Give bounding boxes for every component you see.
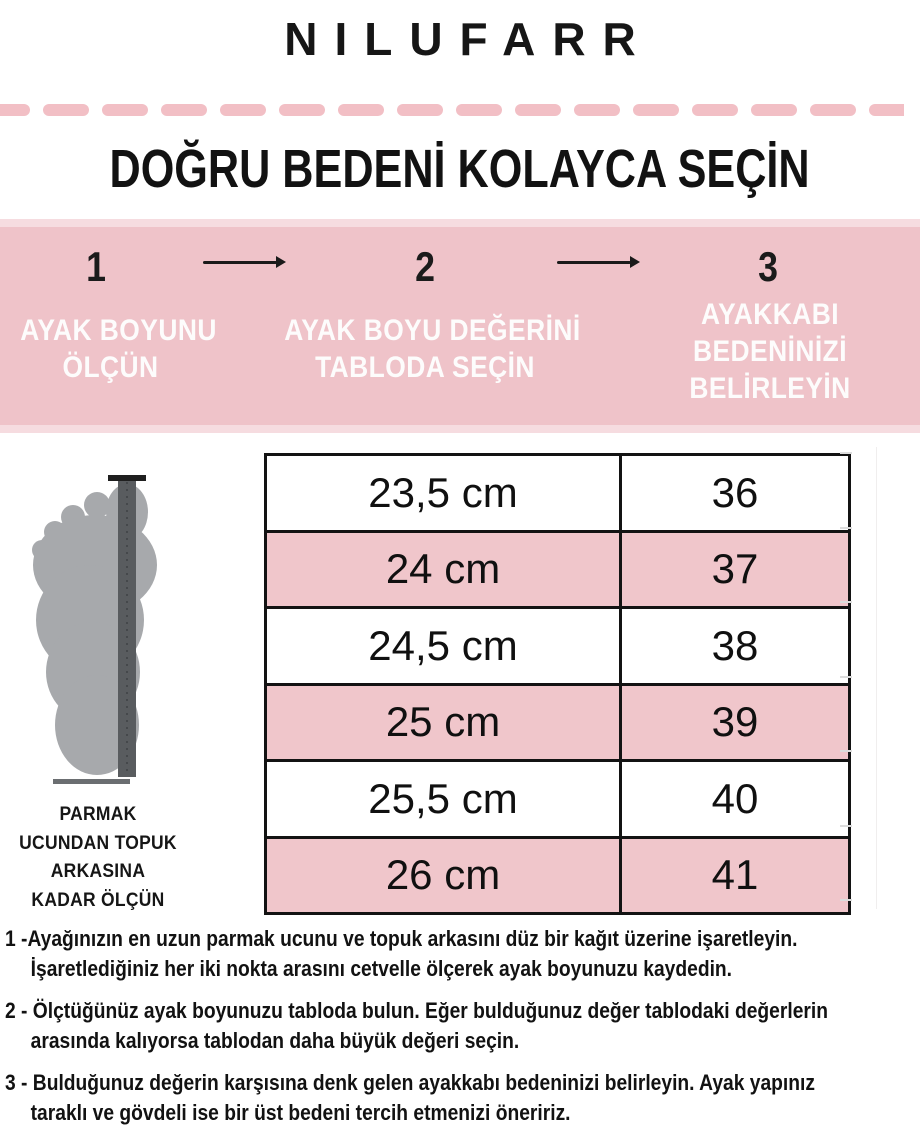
instruction-2: 2 - Ölçtüğünüz ayak boyunuzu tabloda bulun. Eğer bulduğunuz değer tablodaki değerlerin arasında kalıyorsa tablodan daha büyük değeri seçin. — [5, 998, 828, 1053]
divider-dash — [456, 104, 502, 116]
table-row — [266, 684, 850, 761]
faint-gridline — [876, 447, 877, 909]
divider-dash — [397, 104, 443, 116]
faint-gridline-tick — [840, 601, 852, 603]
divider-dash — [0, 104, 30, 116]
dashed-divider — [0, 104, 904, 117]
faint-gridline-tick — [840, 825, 852, 827]
instruction-3: 3 - Bulduğunuz değerin karşısına denk gelen ayakkabı bedeninizi belirleyin. Ayak yapınız taraklı ve gövdeli ise bir üst bedeni tercih etmenizi öneririz. — [5, 1070, 815, 1125]
divider-dash — [338, 104, 384, 116]
table-row — [266, 837, 850, 914]
divider-dash — [633, 104, 679, 116]
strip-top-cap — [108, 475, 146, 481]
cell-foot-length: 26 cm — [266, 837, 621, 914]
step-3-number: 3 — [758, 243, 778, 290]
divider-dash — [751, 104, 797, 116]
cell-shoe-size: 36 — [621, 455, 850, 532]
page-title — [0, 138, 920, 200]
divider-dash — [279, 104, 325, 116]
arrow-right-icon — [557, 261, 631, 264]
cell-foot-length: 24 cm — [266, 531, 621, 608]
faint-gridline-tick — [840, 527, 852, 529]
instruction-1: 1 -Ayağınızın en uzun parmak ucunu ve topuk arkasını düz bir kağıt üzerine işaretleyin. İşaretlediğiniz her iki nokta arasını cetvelle ölçerek ayak boyunuzu kaydedin. — [5, 926, 798, 981]
divider-dash — [515, 104, 561, 116]
step-1-number: 1 — [86, 243, 106, 290]
divider-dash — [574, 104, 620, 116]
instructions — [5, 924, 920, 1132]
divider-dash — [692, 104, 738, 116]
cell-shoe-size: 38 — [621, 608, 850, 685]
cell-shoe-size: 37 — [621, 531, 850, 608]
heel-baseline — [53, 779, 130, 784]
divider-dash — [220, 104, 266, 116]
cell-shoe-size: 39 — [621, 684, 850, 761]
divider-dash — [161, 104, 207, 116]
step-1-label: AYAK BOYUNU ÖLÇÜN — [20, 314, 217, 384]
cell-shoe-size: 41 — [621, 837, 850, 914]
page-title-text: DOĞRU BEDENİ KOLAYCA SEÇİN — [109, 139, 811, 199]
divider-dash — [102, 104, 148, 116]
cell-shoe-size: 40 — [621, 761, 850, 838]
divider-dash — [43, 104, 89, 116]
faint-gridline-tick — [840, 676, 852, 678]
brand-logo: NILUFARR — [284, 13, 653, 65]
table-row — [266, 761, 850, 838]
arrow-right-icon — [203, 261, 277, 264]
divider-dash — [810, 104, 856, 116]
cell-foot-length: 24,5 cm — [266, 608, 621, 685]
divider-dash — [869, 104, 904, 116]
faint-gridline-tick — [840, 452, 852, 454]
table-row — [266, 455, 850, 532]
cell-foot-length: 25 cm — [266, 684, 621, 761]
step-3-label: AYAKKABI BEDENİNİZİ BELİRLEYİN — [689, 298, 851, 405]
size-table — [264, 453, 851, 915]
cell-foot-length: 25,5 cm — [266, 761, 621, 838]
steps-banner — [0, 219, 920, 433]
measuring-strip — [118, 477, 136, 777]
step-2-number: 2 — [415, 243, 435, 290]
step-2-label: AYAK BOYU DEĞERİNİ TABLODA SEÇİN — [284, 314, 581, 384]
foot-measure-illustration — [8, 462, 228, 786]
foot-caption: PARMAK UCUNDAN TOPUK ARKASINA KADAR ÖLÇÜN — [19, 804, 177, 911]
cell-foot-length: 23,5 cm — [266, 455, 621, 532]
table-row — [266, 531, 850, 608]
table-row — [266, 608, 850, 685]
faint-gridline-tick — [840, 899, 852, 901]
foot-silhouette — [32, 484, 157, 775]
faint-gridline-tick — [840, 750, 852, 752]
